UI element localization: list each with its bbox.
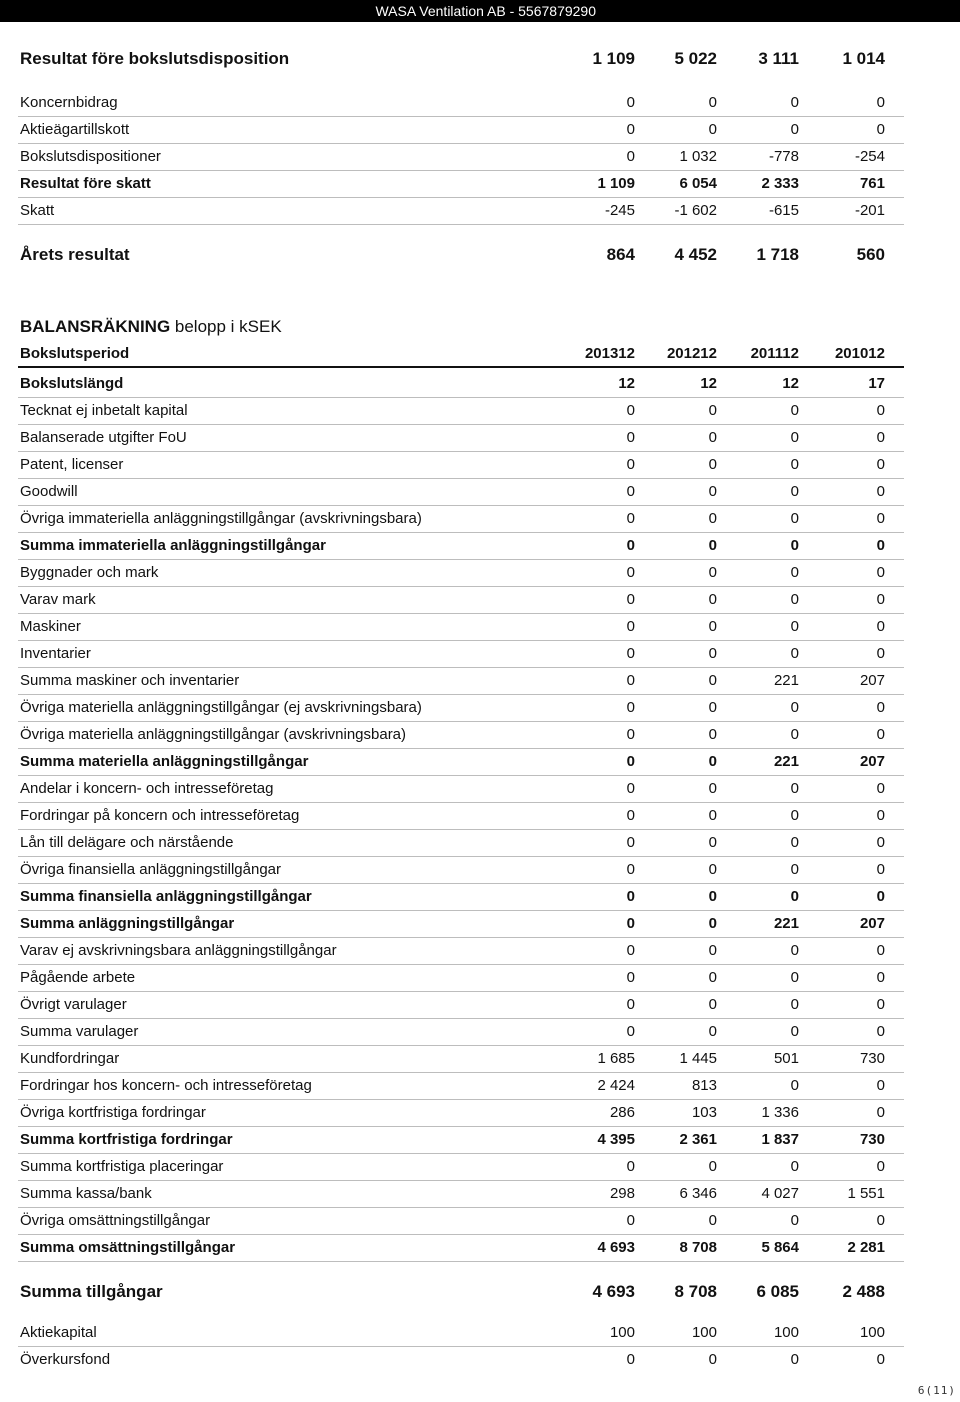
row-label: Övriga materiella anläggningstillgångar (avskrivningsbara) <box>20 726 407 743</box>
row-value: 4 027 <box>761 1185 799 1202</box>
row-value: 0 <box>790 888 799 905</box>
row-value: 100 <box>691 1324 717 1341</box>
table-row <box>18 425 904 452</box>
row-value: 221 <box>773 672 799 689</box>
row-value: 0 <box>626 148 635 165</box>
row-label: Goodwill <box>20 483 78 500</box>
row-value: 0 <box>790 726 799 743</box>
table-row <box>18 198 904 225</box>
row-value: 0 <box>708 537 717 554</box>
row-value: 0 <box>626 969 635 986</box>
row-value: -778 <box>768 148 799 165</box>
row-label: Aktieägartillskott <box>20 121 130 138</box>
row-value: 0 <box>790 969 799 986</box>
row-label: Summa omsättningstillgångar <box>20 1239 236 1256</box>
row-label: Tecknat ej inbetalt kapital <box>20 402 188 419</box>
table-row <box>18 1154 904 1181</box>
row-value: 0 <box>790 402 799 419</box>
row-value: 0 <box>790 456 799 473</box>
row-label: Patent, licenser <box>20 456 124 473</box>
balance-sheet-title: BALANSRÄKNING <box>20 317 171 336</box>
row-label: Summa anläggningstillgångar <box>20 915 235 932</box>
row-value: 0 <box>790 861 799 878</box>
row-value: 1 032 <box>679 148 717 165</box>
row-value: 0 <box>626 402 635 419</box>
row-label: Byggnader och mark <box>20 564 159 581</box>
row-value: 0 <box>876 121 885 138</box>
row-label: Lån till delägare och närstående <box>20 834 234 851</box>
row-value: 0 <box>626 672 635 689</box>
table-row <box>18 749 904 776</box>
row-value: 2 361 <box>679 1131 717 1148</box>
row-value: 6 346 <box>679 1185 717 1202</box>
row-value: 4 395 <box>597 1131 635 1148</box>
row-value: 560 <box>856 245 885 264</box>
row-value: 0 <box>708 564 717 581</box>
row-label: Aktiekapital <box>20 1324 97 1341</box>
row-value: 0 <box>626 1023 635 1040</box>
table-row <box>18 614 904 641</box>
row-value: 2 424 <box>597 1077 635 1094</box>
row-value: 221 <box>773 753 799 770</box>
row-value: 0 <box>790 537 799 554</box>
document-title: WASA Ventilation AB - 5567879290 <box>375 3 596 19</box>
row-value: 100 <box>773 1324 799 1341</box>
row-value: 2 488 <box>842 1282 885 1301</box>
row-value: 0 <box>708 753 717 770</box>
row-value: 0 <box>790 645 799 662</box>
row-value: 0 <box>626 121 635 138</box>
row-value: 0 <box>626 807 635 824</box>
row-value: 0 <box>876 780 885 797</box>
row-value: 4 693 <box>592 1282 635 1301</box>
row-value: 730 <box>859 1050 885 1067</box>
row-value: 0 <box>708 1351 717 1368</box>
row-value: 0 <box>876 1104 885 1121</box>
row-value: 0 <box>708 645 717 662</box>
table-row <box>18 240 904 270</box>
row-value: 0 <box>708 510 717 527</box>
row-label: Kundfordringar <box>20 1050 120 1067</box>
row-value: 0 <box>708 483 717 500</box>
row-value: 0 <box>876 94 885 111</box>
row-value: 0 <box>790 1158 799 1175</box>
row-value: 0 <box>708 780 717 797</box>
row-value: 0 <box>626 591 635 608</box>
row-value: 0 <box>708 456 717 473</box>
row-label: Summa maskiner och inventarier <box>20 672 240 689</box>
row-value: 0 <box>790 807 799 824</box>
table-row <box>18 1320 904 1347</box>
row-value: 6 085 <box>756 1282 799 1301</box>
row-label: Övriga finansiella anläggningstillgångar <box>20 861 281 878</box>
row-value: 0 <box>626 915 635 932</box>
row-value: 201112 <box>750 345 799 362</box>
table-row <box>18 668 904 695</box>
row-value: 201012 <box>834 345 885 362</box>
row-value: 1 718 <box>756 245 799 264</box>
row-value: 0 <box>876 645 885 662</box>
row-value: 0 <box>876 564 885 581</box>
row-value: 2 281 <box>847 1239 885 1256</box>
row-value: 207 <box>859 753 885 770</box>
row-label: Varav mark <box>20 591 96 608</box>
row-value: 0 <box>708 429 717 446</box>
row-value: 0 <box>626 94 635 111</box>
row-value: 0 <box>626 1158 635 1175</box>
table-row <box>18 1046 904 1073</box>
row-value: 3 111 <box>758 49 799 68</box>
row-value: 0 <box>626 753 635 770</box>
table-row <box>18 857 904 884</box>
row-value: 0 <box>626 429 635 446</box>
row-value: 1 109 <box>597 175 635 192</box>
row-label: Bokslutslängd <box>20 375 124 392</box>
row-value: 0 <box>876 456 885 473</box>
row-value: 0 <box>790 429 799 446</box>
row-value: 0 <box>708 591 717 608</box>
table-row <box>18 830 904 857</box>
row-value: 0 <box>790 996 799 1013</box>
row-label: Summa kortfristiga fordringar <box>20 1131 233 1148</box>
row-value: 0 <box>790 1351 799 1368</box>
row-value: 0 <box>626 483 635 500</box>
row-value: 761 <box>859 175 885 192</box>
row-value: 0 <box>626 942 635 959</box>
row-value: 0 <box>708 1023 717 1040</box>
row-value: 0 <box>876 996 885 1013</box>
table-row <box>18 1277 904 1307</box>
table-row <box>18 776 904 803</box>
row-value: 0 <box>626 537 635 554</box>
row-value: 0 <box>876 834 885 851</box>
row-label: Summa kassa/bank <box>20 1185 152 1202</box>
row-label: Summa immateriella anläggningstillgångar <box>20 537 326 554</box>
table-row <box>18 992 904 1019</box>
row-value: 0 <box>790 780 799 797</box>
row-value: -254 <box>854 148 885 165</box>
row-value: 0 <box>876 1023 885 1040</box>
row-value: 0 <box>790 121 799 138</box>
row-value: 0 <box>708 834 717 851</box>
row-value: 0 <box>708 861 717 878</box>
table-row <box>18 341 904 368</box>
row-value: 0 <box>708 402 717 419</box>
table-row <box>18 1347 904 1374</box>
row-value: 0 <box>626 1351 635 1368</box>
row-value: 221 <box>773 915 799 932</box>
row-value: 864 <box>606 245 635 264</box>
row-value: 12 <box>618 375 635 392</box>
row-value: 0 <box>876 402 885 419</box>
table-row <box>18 560 904 587</box>
row-value: 0 <box>708 996 717 1013</box>
table-row <box>18 144 904 171</box>
row-value: 730 <box>859 1131 885 1148</box>
row-label: Övriga materiella anläggningstillgångar (ej avskrivningsbara) <box>20 699 422 716</box>
row-value: 0 <box>708 699 717 716</box>
row-value: 1 014 <box>842 49 885 68</box>
row-label: Summa varulager <box>20 1023 139 1040</box>
balance-sheet-unit: belopp i kSEK <box>170 317 282 336</box>
row-label: Bokslutsdispositioner <box>20 148 161 165</box>
row-label: Summa materiella anläggningstillgångar <box>20 753 309 770</box>
row-value: 8 708 <box>679 1239 717 1256</box>
row-value: 0 <box>790 699 799 716</box>
row-label: Resultat före bokslutsdisposition <box>20 49 290 68</box>
row-value: 0 <box>626 618 635 635</box>
row-value: 0 <box>708 807 717 824</box>
row-value: 0 <box>876 1077 885 1094</box>
row-label: Övriga immateriella anläggningstillgångar (avskrivningsbara) <box>20 510 422 527</box>
row-value: 103 <box>691 1104 717 1121</box>
table-row <box>18 1208 904 1235</box>
row-value: 0 <box>708 94 717 111</box>
row-label: Bokslutsperiod <box>20 345 130 362</box>
row-value: 0 <box>876 699 885 716</box>
table-row <box>18 884 904 911</box>
row-value: 0 <box>626 996 635 1013</box>
row-value: 0 <box>708 942 717 959</box>
row-value: 207 <box>859 915 885 932</box>
row-value: 1 109 <box>592 49 635 68</box>
row-label: Skatt <box>20 202 55 219</box>
row-value: 0 <box>708 618 717 635</box>
row-value: 12 <box>700 375 717 392</box>
row-value: 0 <box>626 780 635 797</box>
row-value: 0 <box>626 645 635 662</box>
row-value: 0 <box>790 591 799 608</box>
row-value: 0 <box>708 1212 717 1229</box>
table-row <box>18 171 904 198</box>
row-value: 100 <box>609 1324 635 1341</box>
row-value: 0 <box>876 429 885 446</box>
row-label: Summa kortfristiga placeringar <box>20 1158 224 1175</box>
row-value: 813 <box>691 1077 717 1094</box>
row-value: 0 <box>876 1212 885 1229</box>
row-label: Pågående arbete <box>20 969 136 986</box>
table-row <box>18 117 904 144</box>
table-row <box>18 506 904 533</box>
table-row <box>18 398 904 425</box>
row-value: 0 <box>876 807 885 824</box>
row-value: 0 <box>790 483 799 500</box>
row-value: 0 <box>790 942 799 959</box>
row-value: 5 864 <box>761 1239 799 1256</box>
table-row <box>18 1019 904 1046</box>
table-row <box>18 965 904 992</box>
row-value: 0 <box>790 834 799 851</box>
row-value: 12 <box>782 375 799 392</box>
row-value: 298 <box>609 1185 635 1202</box>
row-value: 0 <box>876 537 885 554</box>
table-row <box>18 938 904 965</box>
row-value: 0 <box>790 510 799 527</box>
row-value: 0 <box>876 942 885 959</box>
row-value: 0 <box>626 510 635 527</box>
row-label: Övriga omsättningstillgångar <box>20 1212 211 1229</box>
row-value: 0 <box>876 1351 885 1368</box>
row-value: 0 <box>708 726 717 743</box>
row-label: Fordringar på koncern och intresseföretag <box>20 807 300 824</box>
table-row <box>18 803 904 830</box>
row-value: 0 <box>626 834 635 851</box>
row-label: Övriga kortfristiga fordringar <box>20 1104 206 1121</box>
table-row <box>18 44 904 74</box>
row-value: 1 336 <box>761 1104 799 1121</box>
row-value: 0 <box>790 94 799 111</box>
page-number: 6(11) <box>917 1384 956 1397</box>
row-value: 201312 <box>584 345 635 362</box>
table-row <box>18 533 904 560</box>
row-label: Summa tillgångar <box>20 1282 163 1301</box>
row-value: 1 445 <box>679 1050 717 1067</box>
row-value: 0 <box>708 1158 717 1175</box>
row-value: 8 708 <box>674 1282 717 1301</box>
row-value: -201 <box>854 202 885 219</box>
row-value: 0 <box>876 483 885 500</box>
row-value: 1 685 <box>597 1050 635 1067</box>
row-label: Varav ej avskrivningsbara anläggningstillgångar <box>20 942 337 959</box>
row-value: 1 551 <box>847 1185 885 1202</box>
row-value: 0 <box>876 726 885 743</box>
row-label: Inventarier <box>20 645 91 662</box>
row-value: 0 <box>790 1212 799 1229</box>
table-row <box>18 695 904 722</box>
row-label: Resultat före skatt <box>20 175 151 192</box>
row-value: 0 <box>876 888 885 905</box>
row-value: 0 <box>626 564 635 581</box>
row-value: -615 <box>768 202 799 219</box>
row-value: 0 <box>790 1077 799 1094</box>
row-value: 0 <box>708 915 717 932</box>
table-row <box>18 90 904 117</box>
row-value: 0 <box>876 1158 885 1175</box>
row-value: 17 <box>868 375 885 392</box>
row-value: 0 <box>790 564 799 581</box>
row-value: 0 <box>876 591 885 608</box>
row-value: 4 693 <box>597 1239 635 1256</box>
row-value: 0 <box>708 672 717 689</box>
row-value: 2 333 <box>761 175 799 192</box>
row-value: 0 <box>876 618 885 635</box>
row-value: 0 <box>708 969 717 986</box>
table-row <box>18 1073 904 1100</box>
row-value: 286 <box>609 1104 635 1121</box>
row-label: Överkursfond <box>20 1351 111 1368</box>
row-value: 0 <box>708 888 717 905</box>
row-value: 0 <box>626 699 635 716</box>
row-value: 0 <box>790 618 799 635</box>
row-label: Summa finansiella anläggningstillgångar <box>20 888 312 905</box>
table-row <box>18 1100 904 1127</box>
table-row <box>18 911 904 938</box>
row-label: Maskiner <box>20 618 81 635</box>
row-value: 201212 <box>666 345 717 362</box>
row-value: 0 <box>790 1023 799 1040</box>
table-row <box>18 452 904 479</box>
row-value: 0 <box>626 1212 635 1229</box>
table-row <box>18 479 904 506</box>
row-label: Övrigt varulager <box>20 996 127 1013</box>
table-row <box>18 371 904 398</box>
table-row <box>18 641 904 668</box>
row-value: 100 <box>859 1324 885 1341</box>
table-row <box>18 722 904 749</box>
row-label: Fordringar hos koncern- och intresseföretag <box>20 1077 312 1094</box>
table-row <box>18 1181 904 1208</box>
row-value: 0 <box>626 456 635 473</box>
row-value: 6 054 <box>679 175 717 192</box>
row-value: 5 022 <box>674 49 717 68</box>
row-value: 0 <box>876 861 885 878</box>
row-value: 4 452 <box>674 245 717 264</box>
row-value: 0 <box>626 726 635 743</box>
row-value: -245 <box>604 202 635 219</box>
table-row <box>18 1235 904 1262</box>
row-value: -1 602 <box>674 202 717 219</box>
row-label: Koncernbidrag <box>20 94 118 111</box>
row-value: 501 <box>773 1050 799 1067</box>
row-value: 0 <box>708 121 717 138</box>
row-value: 207 <box>859 672 885 689</box>
balance-sheet-heading <box>20 316 282 338</box>
row-label: Balanserade utgifter FoU <box>20 429 187 446</box>
row-label: Andelar i koncern- och intresseföretag <box>20 780 274 797</box>
row-value: 1 837 <box>761 1131 799 1148</box>
row-label: Årets resultat <box>20 245 130 264</box>
row-value: 0 <box>626 888 635 905</box>
table-row <box>18 587 904 614</box>
row-value: 0 <box>876 510 885 527</box>
row-value: 0 <box>626 861 635 878</box>
table-row <box>18 1127 904 1154</box>
document-header <box>0 0 960 22</box>
row-value: 0 <box>876 969 885 986</box>
